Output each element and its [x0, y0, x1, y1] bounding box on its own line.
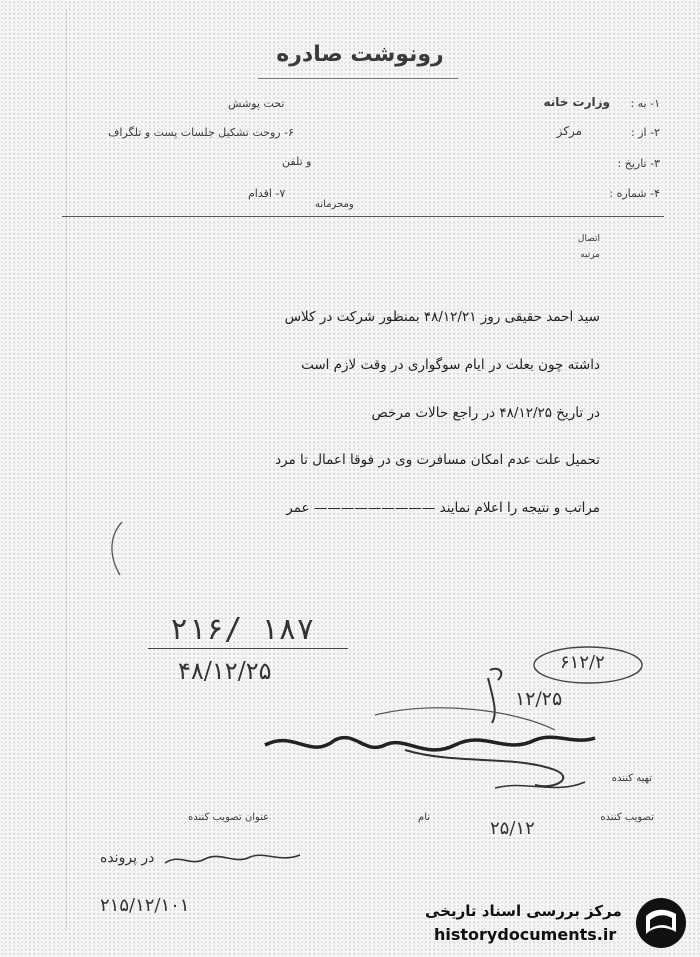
bottom-date: ۲۱۵/۱۲/۱۰۱ — [100, 895, 190, 916]
title-underline — [258, 78, 458, 79]
header-divider — [62, 216, 664, 217]
signer-label: تهیه کننده — [611, 773, 652, 784]
approver-title-label: عنوان تصویب کننده — [188, 812, 270, 823]
classification: ومحرمانه — [315, 199, 354, 210]
body-line-2: داشته چون بعلت در ایام سوگواری در وقت لازم است — [301, 357, 600, 373]
approver-date: ۲۵/۱۲ — [490, 818, 535, 839]
approver-label: تصویب کننده — [600, 812, 654, 823]
logo-icon — [632, 896, 690, 950]
stamp-text: ۶۱۲/۲ — [560, 652, 605, 673]
to-right-text: تحت پوشش — [228, 97, 285, 110]
website-text: historydocuments.ir — [434, 925, 617, 944]
from-value: مرکز — [556, 124, 582, 138]
from-label: ۲- از : — [631, 126, 660, 139]
to-value: وزارت خانه — [543, 95, 610, 109]
sender-note-scrawl — [160, 845, 310, 875]
handwritten-bracket — [100, 520, 140, 580]
handwritten-date: ۱۲/۲۵ — [515, 688, 563, 710]
date-right-text: و تلفن — [282, 155, 312, 168]
side-note-1: اتصال — [577, 234, 600, 244]
registration-number: ۲۱۶/ ۱۸۷ — [170, 612, 315, 647]
registration-date: ۴۸/۱۲/۲۵ — [178, 657, 272, 685]
side-note-2: مرتبه — [580, 250, 600, 260]
body-line-4: تحمیل علت عدم امکان مسافرت وی در فوقا اعمال تا مرد — [275, 452, 600, 468]
name-label: نام — [418, 812, 431, 823]
body-line-1: سید احمد حقیقی روز ۴۸/۱۲/۲۱ بمنظور شرکت در کلاس — [284, 309, 600, 325]
number-label: ۴- شماره : — [609, 187, 660, 200]
signature-scrawl — [255, 700, 615, 810]
to-label: ۱- به : — [630, 97, 660, 110]
document-title: رونوشت صادره — [276, 42, 444, 67]
margin-line — [66, 10, 67, 930]
body-line-3: در تاریخ ۴۸/۱۲/۲۵ در راجع حالات مرخص — [371, 405, 600, 421]
registration-divider — [148, 648, 348, 649]
date-label: ۳- تاریخ : — [617, 157, 660, 170]
org-name: مرکز بررسی اسناد تاریخی — [425, 902, 622, 920]
category-label: ۷- اقدام — [248, 187, 286, 200]
sender-note: در پرونده — [100, 850, 155, 866]
body-line-5: مراتب و نتیجه را اعلام نمایند ————————— عمر — [286, 500, 600, 516]
from-right-text: ۶- روحت تشکیل جلسات پست و تلگراف — [108, 126, 294, 139]
